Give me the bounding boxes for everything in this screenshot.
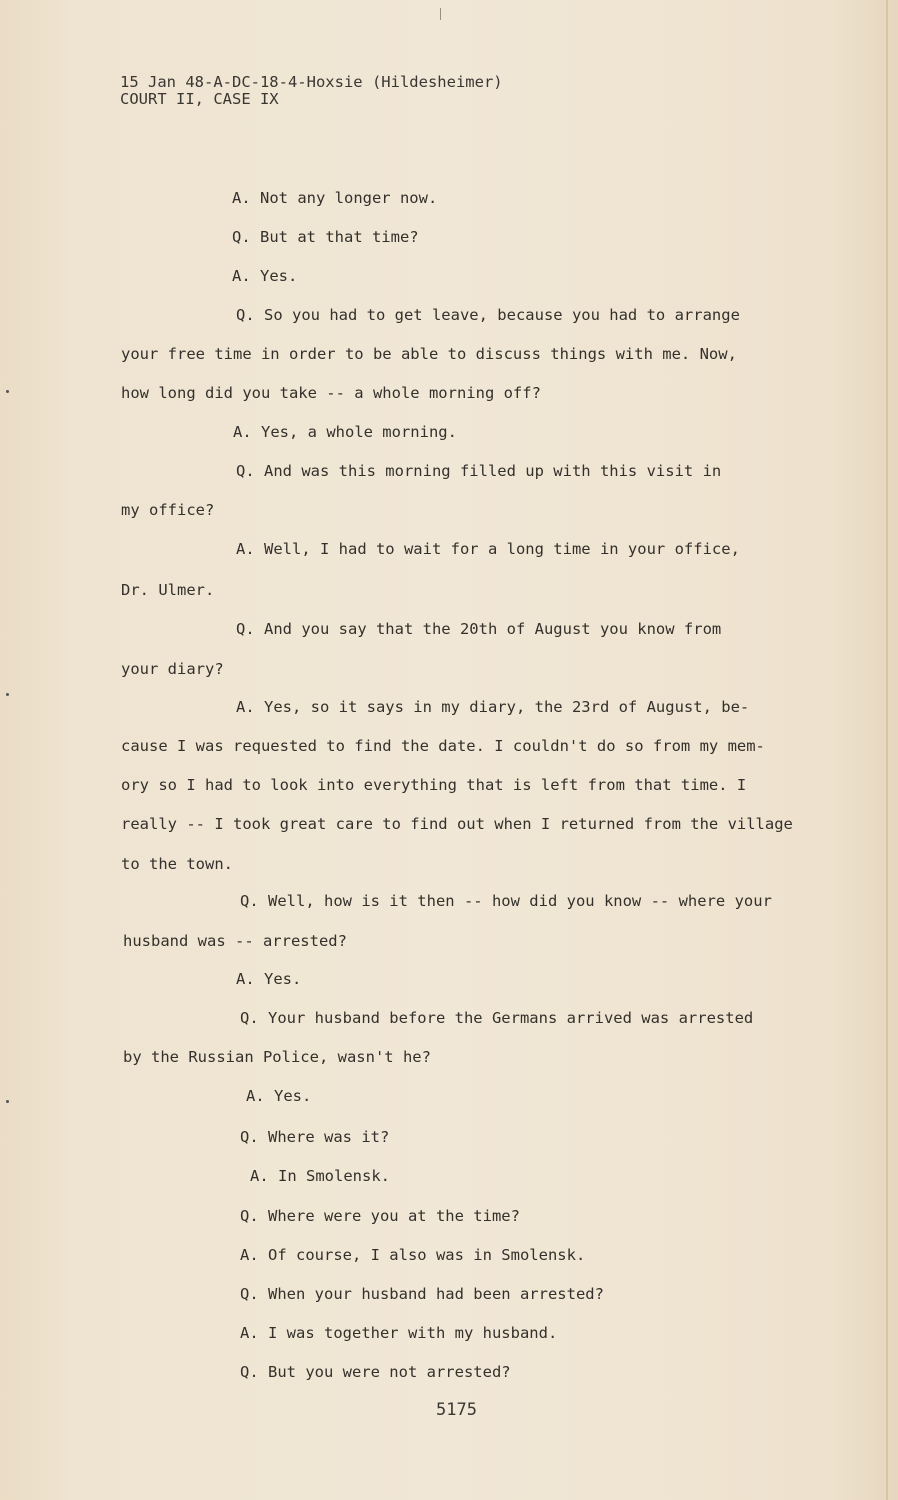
transcript-line: Q. But you were not arrested? [240,1363,511,1381]
transcript-line: husband was -- arrested? [123,932,347,950]
transcript-line: by the Russian Police, wasn't he? [123,1048,431,1066]
document-header [120,74,503,108]
header-line-1: 15 Jan 48-A-DC-18-4-Hoxsie (Hildesheimer) [120,73,503,91]
transcript-line: A. Not any longer now. [232,189,438,207]
transcript-line: really -- I took great care to find out when I returned from the village [121,815,793,833]
page-edge-shadow [886,0,888,1500]
margin-punch-mark [6,693,9,696]
transcript-line: A. In Smolensk. [250,1167,390,1185]
transcript-line: Q. And was this morning filled up with this visit in [236,462,722,480]
transcript-line: cause I was requested to find the date. I couldn't do so from my mem- [121,737,765,755]
transcript-line: Q. But at that time? [232,228,419,246]
transcript-line: Q. Your husband before the Germans arrived was arrested [240,1009,754,1027]
transcript-line: how long did you take -- a whole morning off? [121,384,541,402]
transcript-line: A. Yes, a whole morning. [233,423,457,441]
transcript-line: A. Well, I had to wait for a long time in your office, [236,540,740,558]
transcript-line: my office? [121,501,215,519]
transcript-line: A. Yes, so it says in my diary, the 23rd of August, be- [236,698,750,716]
transcript-line: Dr. Ulmer. [121,581,215,599]
transcript-line: Q. Well, how is it then -- how did you know -- where your [240,892,772,910]
transcript-line: ory so I had to look into everything that is left from that time. I [121,776,747,794]
transcript-line: to the town. [121,855,233,873]
transcript-line: Q. So you had to get leave, because you had to arrange [236,306,740,324]
transcript-line: Q. When your husband had been arrested? [240,1285,604,1303]
transcript-line: your free time in order to be able to discuss things with me. Now, [121,345,737,363]
transcript-line: A. I was together with my husband. [240,1324,558,1342]
transcript-line: Q. Where was it? [240,1128,390,1146]
page-number: 5175 [436,1400,477,1420]
header-line-2: COURT II, CASE IX [120,90,279,108]
transcript-line: A. Yes. [232,267,298,285]
margin-punch-mark [6,1100,9,1103]
transcript-line: Q. And you say that the 20th of August you know from [236,620,722,638]
transcript-line: your diary? [121,660,224,678]
margin-punch-mark [6,390,9,393]
transcript-line: Q. Where were you at the time? [240,1207,520,1225]
transcript-line: A. Yes. [246,1087,312,1105]
transcript-line: A. Yes. [236,970,302,988]
transcript-line: A. Of course, I also was in Smolensk. [240,1246,586,1264]
top-margin-mark [440,8,441,20]
